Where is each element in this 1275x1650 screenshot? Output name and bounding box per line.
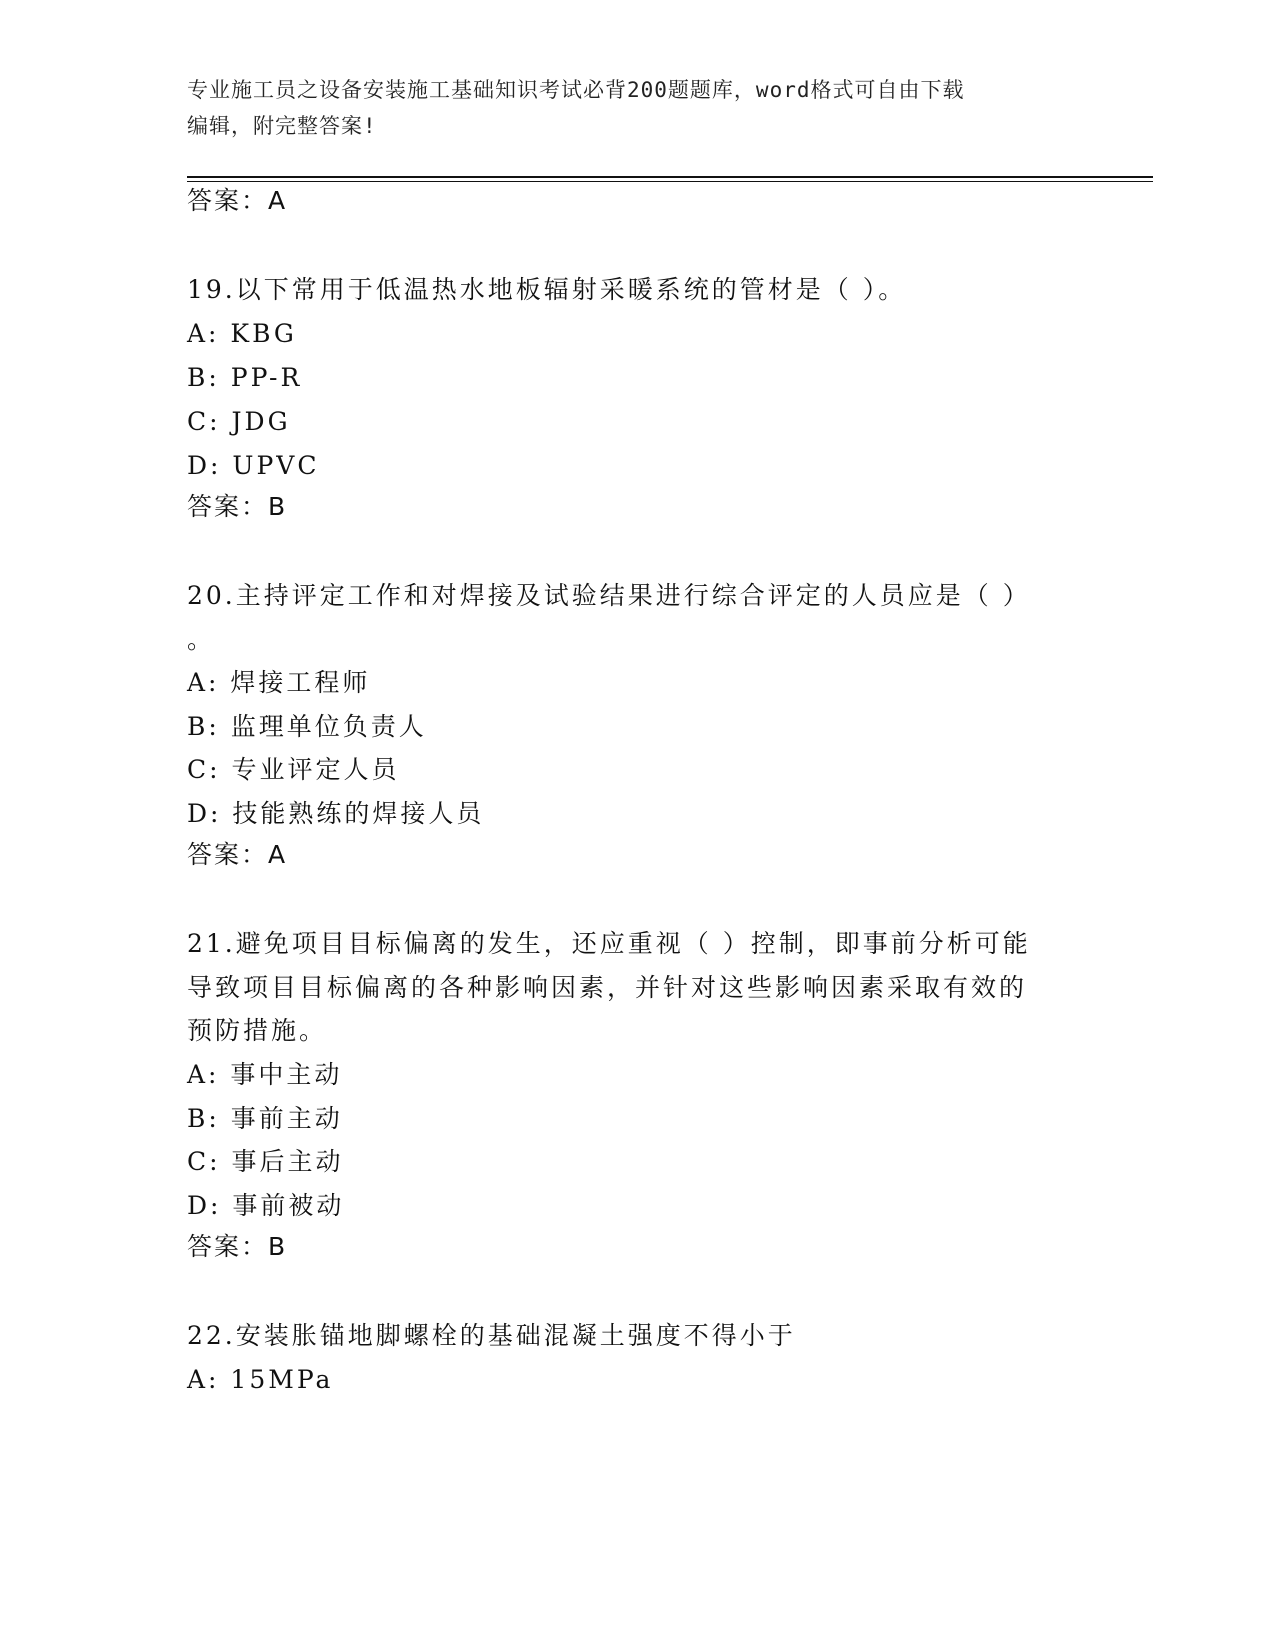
question-21-option-d: D: 事前被动 — [187, 1191, 345, 1220]
question-20-option-c: C: 专业评定人员 — [187, 755, 400, 784]
question-22-text: 22.安装胀锚地脚螺栓的基础混凝土强度不得小于 — [187, 1321, 796, 1350]
question-20-option-b: B: 监理单位负责人 — [187, 712, 427, 741]
question-20-text-line-1: 20.主持评定工作和对焊接及试验结果进行综合评定的人员应是（ ） — [187, 581, 1031, 610]
answer-21: 答案：B — [187, 1232, 288, 1261]
question-19-option-b: B: PP-R — [187, 363, 303, 392]
question-21-text-line-1: 21.避免项目目标偏离的发生，还应重视（ ）控制，即事前分析可能 — [187, 929, 1031, 958]
answer-20: 答案：A — [187, 840, 288, 869]
question-19-text: 19.以下常用于低温热水地板辐射采暖系统的管材是（ ）。 — [187, 275, 907, 304]
header-title-line-1: 专业施工员之设备安装施工基础知识考试必背200题题库，word格式可自由下载 — [187, 78, 965, 102]
header-title-line-2: 编辑，附完整答案! — [187, 114, 377, 138]
answer-18: 答案：A — [187, 186, 288, 215]
question-22-option-a: A: 15MPa — [187, 1365, 334, 1394]
question-19-option-c: C: JDG — [187, 407, 291, 436]
question-19-option-a: A: KBG — [187, 319, 297, 348]
question-20-option-a: A: 焊接工程师 — [187, 668, 371, 697]
question-21-option-b: B: 事前主动 — [187, 1104, 343, 1133]
question-20-option-d: D: 技能熟练的焊接人员 — [187, 799, 485, 828]
answer-19: 答案：B — [187, 492, 288, 521]
header-divider-thin — [187, 181, 1153, 182]
question-21-option-a: A: 事中主动 — [187, 1060, 343, 1089]
document-header — [187, 72, 1067, 144]
header-divider — [187, 176, 1153, 178]
question-21-text-line-2: 导致项目目标偏离的各种影响因素，并针对这些影响因素采取有效的 — [187, 973, 1028, 1002]
question-21-option-c: C: 事后主动 — [187, 1147, 344, 1176]
question-21-text-line-3: 预防措施。 — [187, 1016, 328, 1045]
question-20-text-line-2: 。 — [187, 625, 216, 654]
question-19-option-d: D: UPVC — [187, 451, 320, 480]
